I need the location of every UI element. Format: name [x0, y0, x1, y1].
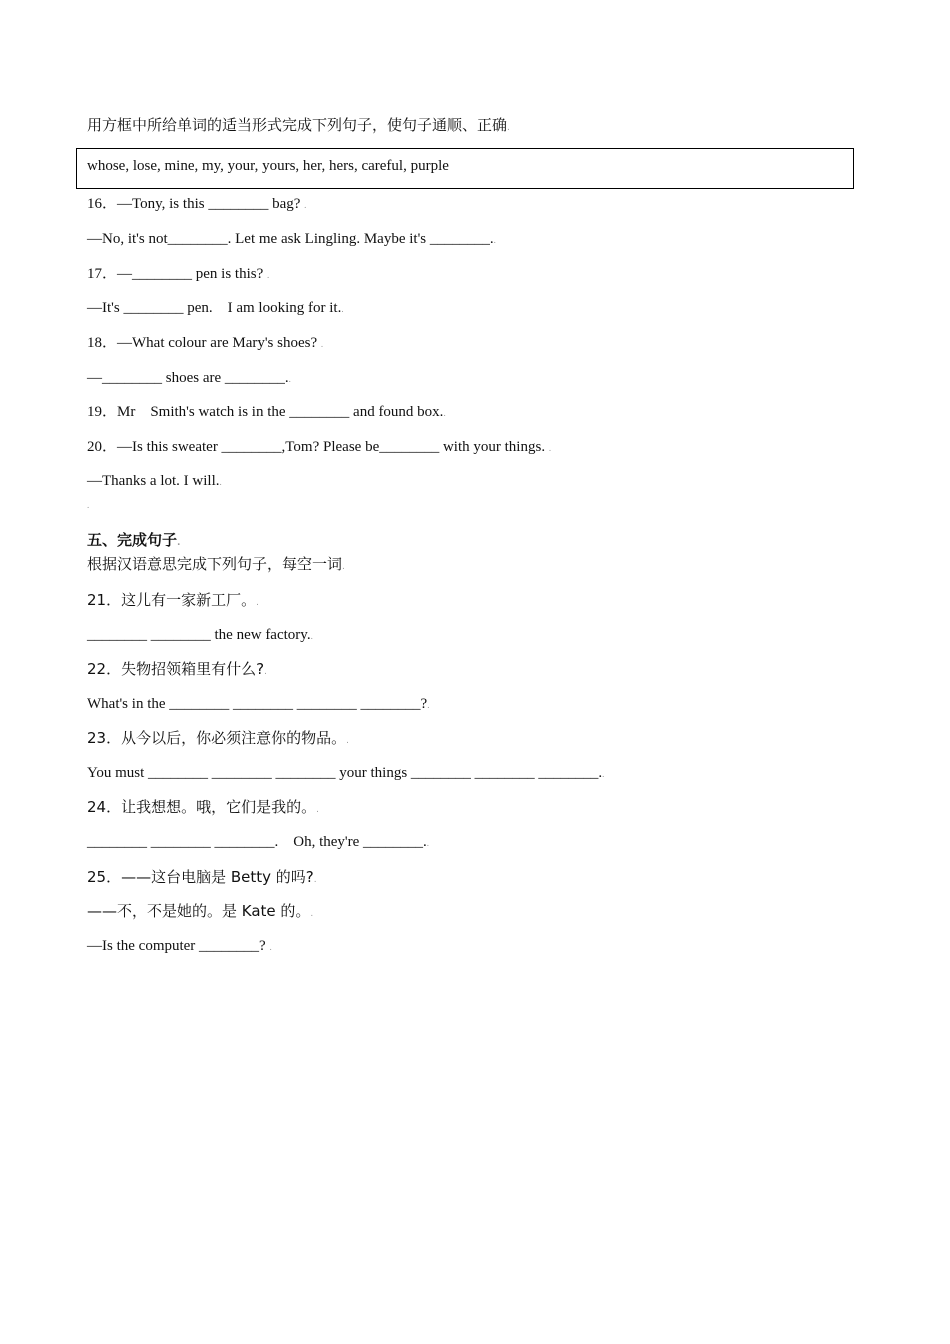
para-mark: . — [313, 875, 317, 885]
para-mark: . — [177, 538, 181, 548]
line-text: 19．Mr Smith's watch is in the ________ and found box. — [87, 404, 444, 420]
line-text: 20．—Is this sweater ________,Tom? Please be________ with your things. — [87, 439, 549, 455]
answer-21 — [87, 625, 313, 646]
para-mark: . — [507, 123, 510, 133]
question-21 — [87, 590, 259, 613]
para-mark: . — [310, 909, 314, 919]
para-mark: . — [310, 631, 313, 641]
answer-23 — [87, 763, 604, 784]
line-text: You must ________ ________ ________ your things ________ ________ ________. — [87, 765, 603, 781]
line-text: —Thanks a lot. I will. — [87, 473, 220, 489]
para-mark: . — [320, 339, 324, 349]
para-mark: . — [346, 736, 349, 746]
line-text: ________ ________ ________. Oh, they're ________. — [87, 834, 427, 850]
para-mark: . — [493, 235, 496, 245]
para-mark: . — [87, 500, 90, 510]
word-box — [76, 148, 854, 189]
para-mark: . — [426, 838, 430, 848]
line-text: 24．让我想想。哦，它们是我的。 — [87, 798, 317, 816]
line-text: 21．这儿有一家新工厂。 — [87, 591, 257, 609]
section-title-text: 五、完成句子 — [87, 531, 178, 549]
para-mark: . — [443, 408, 446, 418]
section5-title — [87, 530, 180, 553]
para-mark: . — [316, 805, 319, 815]
question-22 — [87, 659, 267, 682]
line-text: 18．—What colour are Mary's shoes? — [87, 335, 321, 351]
question-25-reply — [87, 901, 313, 924]
question-24 — [87, 797, 319, 820]
instruction-text: 根据汉语意思完成下列句子，每空一词 — [87, 555, 343, 573]
answer-16 — [87, 229, 496, 250]
question-25 — [87, 867, 317, 890]
section4-instruction — [87, 115, 510, 138]
para-mark: . — [219, 477, 222, 487]
para-mark: . — [269, 942, 272, 952]
instruction-text: 用方框中所给单词的适当形式完成下列句子，使句子通顺、正确 — [87, 116, 508, 134]
para-mark: . — [548, 443, 552, 453]
line-text: 23．从今以后，你必须注意你的物品。 — [87, 729, 347, 747]
empty-paragraph — [87, 494, 89, 515]
word-box-text: whose, lose, mine, my, your, yours, her, hers, careful, purple — [87, 158, 449, 174]
line-text: 22．失物招领箱里有什么? — [87, 660, 265, 678]
line-text: What's in the ________ ________ ________ ________? — [87, 696, 428, 712]
question-16 — [87, 194, 306, 215]
line-text: 17．—________ pen is this? — [87, 266, 267, 282]
line-text: 16．—Tony, is this ________ bag? — [87, 196, 305, 212]
line-text: ——不，不是她的。是 Kate 的。 — [87, 902, 311, 920]
section5-instruction — [87, 554, 345, 577]
para-mark: . — [256, 598, 259, 608]
para-mark: . — [264, 667, 267, 677]
para-mark: . — [288, 374, 291, 384]
para-mark: . — [267, 270, 270, 280]
question-23 — [87, 728, 349, 751]
para-mark: . — [342, 562, 345, 572]
para-mark: . — [427, 700, 430, 710]
answer-20 — [87, 471, 222, 492]
answer-24 — [87, 832, 429, 853]
answer-18 — [87, 368, 291, 389]
question-18 — [87, 333, 323, 354]
line-text: —Is the computer ________? — [87, 938, 270, 954]
question-20 — [87, 437, 551, 458]
question-17 — [87, 264, 269, 285]
question-19 — [87, 402, 446, 423]
line-text: ________ ________ the new factory. — [87, 627, 311, 643]
line-text: —It's ________ pen. I am looking for it. — [87, 300, 342, 316]
line-text: —No, it's not________. Let me ask Lingling. Maybe it's ________. — [87, 231, 494, 247]
answer-22 — [87, 694, 429, 715]
line-text: 25．——这台电脑是 Betty 的吗? — [87, 868, 314, 886]
para-mark: . — [602, 769, 605, 779]
answer-25 — [87, 936, 272, 957]
para-mark: . — [341, 304, 344, 314]
para-mark: . — [304, 200, 307, 210]
line-text: —________ shoes are ________. — [87, 370, 289, 386]
answer-17 — [87, 298, 344, 319]
